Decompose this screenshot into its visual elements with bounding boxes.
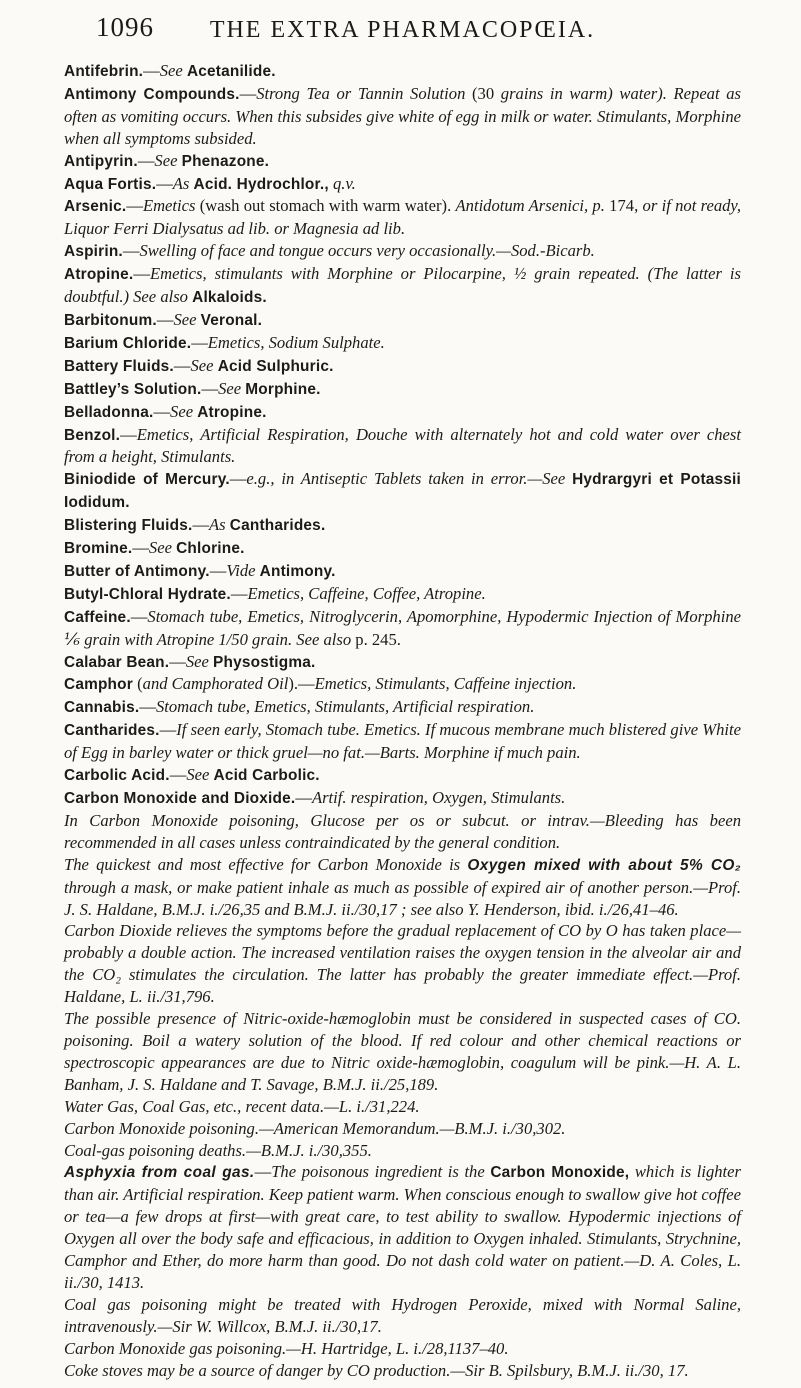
cross-reference: Hydrargyri et Potassii Iodidum. [64, 471, 742, 512]
text-run: Carbon Monoxide poisoning.—American Memorandum.—B.M.J. i./30,302. [64, 1118, 566, 1138]
text-run: Antidotum Arsenici, p. [455, 196, 605, 216]
paragraph [64, 1360, 741, 1382]
emphasis-heading: Oxygen mixed with about 5% CO₂ [467, 856, 741, 874]
text-run: — [169, 651, 186, 671]
text-run: Emetics, Caffeine, Coffee, Atropine. [247, 583, 486, 603]
paragraph [64, 1338, 741, 1360]
entry [64, 355, 741, 378]
paragraph [64, 920, 741, 1008]
text-run: p. 245. [351, 629, 401, 649]
entry [64, 651, 741, 674]
text-run: — [153, 401, 171, 421]
text-run: — [130, 606, 148, 626]
text-run: e.g., in Antiseptic Tablets taken in error.—See [246, 469, 566, 489]
entry-heading: Camphor [64, 676, 133, 694]
text-run: Carbon Dioxide relieves the symptoms before the gradual replacement of CO by O has taken place—probably a double action. The increased ventilation raises the oxygen tension in the alveolar air and the CO₂ stimulates the circulation. The latter has probably the greater immediate effect.—Prof. Haldane, L. ii./31,796. [64, 921, 741, 1007]
text-run: See [186, 765, 210, 785]
text-run: — [209, 560, 227, 580]
cross-reference: Physostigma. [213, 653, 316, 671]
text-run: — [126, 196, 143, 216]
text-run: grains in warm) water). Repeat as often as vomiting occurs. When this subsides give white of egg in milk or water. Stimulants, Morphine when all symptoms subsided. [64, 83, 741, 148]
text-run: As [172, 173, 190, 193]
text-run: See [159, 61, 183, 80]
text-run: Vide [226, 560, 256, 580]
entry [64, 606, 741, 651]
text-run: — [122, 241, 140, 261]
text-run: — [159, 720, 177, 740]
emphasis-heading: Asphyxia from coal gas. [64, 1164, 255, 1182]
paragraph [64, 1161, 741, 1293]
cross-reference: Phenazone. [181, 152, 270, 170]
entry-heading: Cannabis. [64, 699, 140, 717]
entry [64, 240, 741, 263]
cross-reference: Acetanilide. [186, 63, 276, 80]
text-run: See [154, 150, 178, 170]
entry-list [64, 60, 741, 810]
text-run: — [295, 788, 312, 807]
entry [64, 378, 741, 401]
text-run: which is lighter than air. Artificial respiration. Keep patient warm. When conscious enough to swallow give hot coffee or tea—a few drops at first—with great care, to test ability to swallow. Hypodermic injections of Oxygen all over the body safe and efficacious, in addition to Oxygen inhaled. Stimulants, Strychnine, Camphor and Ether, do more harm than good. Do not dash cold water on patient.—D. A. Coles, L. ii./30, 1413. [64, 1162, 741, 1292]
text-run: Artif. respiration, Oxygen, Stimulants. [311, 788, 566, 807]
text-run: q.v. [333, 173, 356, 193]
text-run: Water Gas, Coal Gas, etc., recent data.—L. i./31,224. [64, 1096, 420, 1116]
cross-reference: Carbon Monoxide, [490, 1164, 630, 1182]
text-run: In Carbon Monoxide poisoning, Glucose per os or subcut. or intrav.—Bleeding has been recommended in all cases unless contraindicated by the general condition. [64, 810, 741, 852]
page-number: 1096 [96, 12, 154, 42]
text-run: — [133, 264, 150, 284]
entry [64, 696, 741, 719]
text-run: — [139, 697, 156, 717]
text-run: — [137, 150, 155, 170]
entry-heading: Calabar Bean. [64, 653, 170, 671]
entry [64, 468, 741, 514]
text-run: The quickest and most effective for Carbon Monoxide is [64, 854, 461, 874]
text-run: or if not ready, Liquor Ferri Dialysatus ad lib. or Magnesia ad lib. [64, 196, 742, 239]
text-run: Carbon Monoxide gas poisoning.—H. Hartridge, L. i./28,1137–40. [64, 1338, 509, 1358]
entry-heading: Battley’s Solution. [64, 380, 202, 398]
entry [64, 514, 741, 537]
entry [64, 537, 741, 560]
entry-heading: Butter of Antimony. [64, 562, 210, 580]
entry [64, 83, 741, 150]
text-run: Coke stoves may be a source of danger by CO production.—Sir B. Spilsbury, B.M.J. ii./30, 17. [64, 1360, 689, 1380]
text-run: See [218, 378, 242, 398]
cross-reference: Chlorine. [176, 540, 245, 558]
text-run: Stomach tube, Emetics, Stimulants, Artificial respiration. [155, 697, 535, 717]
entry [64, 673, 741, 696]
text-run: — [191, 332, 208, 352]
text-run: 174, [604, 196, 643, 216]
text-run: — [239, 83, 257, 103]
cross-reference: Acid Carbolic. [213, 767, 320, 785]
entry [64, 719, 741, 764]
entry [64, 583, 741, 606]
cross-reference: Atropine. [197, 403, 267, 421]
text-run: Emetics [142, 196, 196, 216]
paragraph [64, 810, 741, 854]
paragraph [64, 1096, 741, 1118]
entry [64, 560, 741, 583]
text-run: Coal-gas poisoning deaths.—B.M.J. i./30,355. [64, 1140, 372, 1160]
text-run: See [185, 651, 209, 671]
text-run: — [156, 173, 173, 193]
text-run: through a mask, or make patient inhale as much as possible of expired air of another person.—Prof. J. S. Haldane, B.M.J. i./26,35 and B.M.J. ii./30,17 ; see also Y. Henderson, ibid. i./26,41–46. [64, 877, 741, 919]
running-head [64, 0, 741, 60]
text-run: — [169, 765, 187, 785]
text-run: See [148, 538, 172, 558]
entry-heading: Antipyrin. [64, 152, 138, 170]
entry-heading: Cantharides. [64, 722, 160, 740]
text-run: As [209, 515, 226, 535]
entry-heading: Aqua Fortis. [64, 175, 157, 193]
entry [64, 764, 741, 787]
entry [64, 309, 741, 332]
entry [64, 401, 741, 424]
text-run: Strong Tea or Tannin Solution [256, 83, 466, 103]
text-run: (wash out stomach with warm water). [195, 196, 456, 216]
text-run: See [173, 309, 197, 329]
text-run: Emetics, Stimulants, Caffeine injection. [314, 674, 577, 694]
text-run: — [173, 355, 191, 375]
entry-heading: Antifebrin. [64, 63, 144, 80]
entry-heading: Carbon Monoxide and Dioxide. [64, 790, 296, 807]
entry-heading: Barbitonum. [64, 311, 157, 329]
paragraph [64, 1008, 741, 1096]
entry-heading: Blistering Fluids. [64, 517, 193, 535]
entry [64, 332, 741, 355]
text-run: Emetics, stimulants with Morphine or Pilocarpine, ½ grain repeated. (The latter is doubtful.) See also [64, 264, 741, 307]
text-run: ).— [288, 674, 315, 694]
cross-reference: Cantharides. [229, 517, 326, 535]
running-title: THE EXTRA PHARMACOPŒIA. [209, 17, 596, 43]
entry-heading: Bromine. [64, 540, 133, 558]
entry-heading: Butyl-Chloral Hydrate. [64, 585, 231, 603]
text-run: The poisonous ingredient is the [271, 1162, 485, 1182]
text-run: — [254, 1162, 272, 1182]
entry [64, 60, 741, 83]
text-run: — [143, 61, 160, 80]
paragraph [64, 1118, 741, 1140]
entry-heading: Benzol. [64, 426, 121, 444]
cross-reference: Morphine. [245, 380, 321, 398]
text-run: — [229, 469, 247, 489]
text-run: — [201, 378, 219, 398]
text-run: The possible presence of Nitric-oxide-hæmoglobin must be considered in suspected cases of CO. poisoning. Boil a watery solution of the blood. If red colour and other chemical reactions or spectroscopic appearances are due to Nitric oxide-hæmoglobin, coagulum will be pink.—H. A. L. Banham, J. S. Haldane and T. Savage, B.M.J. ii./25,189. [64, 1009, 741, 1094]
text-run: Stomach tube, Emetics, Nitroglycerin, Apomorphine, Hypodermic Injection of Morphine ⅙ grain with Atropine 1/50 grain. See also [64, 606, 741, 649]
text-run: — [192, 515, 210, 535]
entry [64, 424, 741, 469]
cross-reference: Acid. Hydrochlor., [193, 175, 329, 193]
entry-heading: Battery Fluids. [64, 357, 174, 375]
cross-reference: Antimony. [259, 562, 336, 580]
text-run: Swelling of face and tongue occurs very occasionally.—Sod.-Bicarb. [139, 241, 595, 261]
page-body [64, 60, 741, 1381]
paragraph [64, 854, 741, 921]
entry-heading: Biniodide of Mercury. [64, 471, 230, 489]
text-run: and Camphorated Oil [142, 674, 289, 694]
entry-heading: Caffeine. [64, 608, 131, 626]
text-run: (30 [465, 83, 501, 103]
entry-heading: Belladonna. [64, 403, 154, 421]
text-run: Emetics, Sodium Sulphate. [207, 332, 385, 352]
text-run: If seen early, Stomach tube. Emetics. If mucous membrane much blistered give White of Egg in barley water or thick gruel—no fat.—Barts. Morphine if much pain. [64, 720, 741, 763]
entry [64, 195, 741, 240]
text-run: Coal gas poisoning might be treated with Hydrogen Peroxide, mixed with Normal Saline, intravenously.—Sir W. Willcox, B.M.J. ii./30,17. [64, 1294, 741, 1336]
text-run: See [170, 401, 194, 421]
cross-reference: Acid Sulphuric. [217, 357, 334, 375]
text-run: See [190, 355, 214, 375]
entry-heading: Antimony Compounds. [64, 85, 240, 103]
text-run: ( [132, 674, 143, 694]
entry [64, 150, 741, 173]
entry-heading: Arsenic. [64, 198, 127, 216]
entry [64, 263, 741, 309]
paragraph [64, 1140, 741, 1162]
carbon-monoxide-notes [64, 810, 741, 1162]
asphyxia-notes [64, 1161, 741, 1381]
entry-heading: Atropine. [64, 266, 134, 284]
text-run: — [132, 538, 149, 558]
cross-reference: Alkaloids. [192, 289, 267, 307]
entry-heading: Aspirin. [64, 243, 123, 261]
text-run: — [156, 309, 174, 329]
text-run: — [120, 424, 137, 444]
text-run: — [230, 583, 248, 603]
entry-heading: Barium Chloride. [64, 334, 192, 352]
paragraph [64, 1294, 741, 1338]
entry [64, 173, 741, 196]
entry [64, 787, 741, 810]
entry-heading: Carbolic Acid. [64, 767, 170, 785]
text-run: Emetics, Artificial Respiration, Douche with alternately hot and cold water over chest from a height, Stimulants. [64, 424, 741, 467]
cross-reference: Veronal. [200, 311, 263, 329]
